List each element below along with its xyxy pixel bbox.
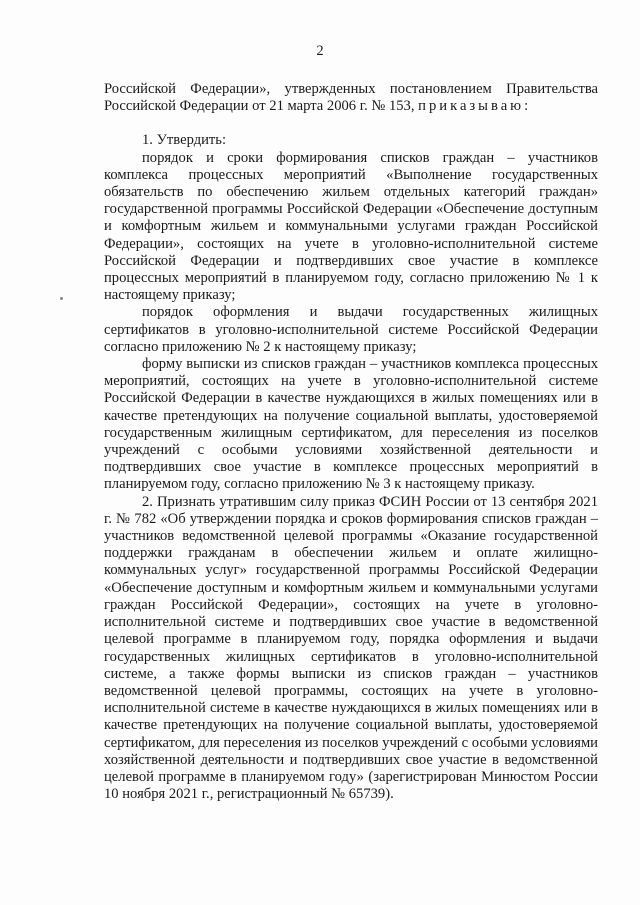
page-number: 2 [316,43,324,59]
item1-paragraph-3: форму выписки из списков граждан – участников комплекса процессных мероприятий, состоящих на учете в уголовно-исполнительной системе Российской Федерации в качестве нуждающихся в жилых помещениях или в качестве претендующих на получение социальной выплаты, удостоверяемой государственным жилищным сертификатом, для переселения из поселков учреждений с особыми условиями хозяйственной деятельности и подтвердивших свое участие в комплексе процессных мероприятий в планируемом году, согласно приложению № 3 к настоящему приказу. [104,356,598,493]
document-body [104,81,598,803]
order-word: приказываю: [418,98,532,115]
item1-paragraph-1: порядок и сроки формирования списков граждан – участников комплекса процессных мероприятий «Выполнение государственных обязательств по обеспечению жильем отдельных категорий граждан» государственной программы Российской Федерации «Обеспечение доступным и комфортным жильем и коммунальными услугами граждан Российской Федерации», состоящих на учете в уголовно-исполнительной системе Российской Федерации и подтвердивших свое участие в комплексе процессных мероприятий в планируемом году, согласно приложению № 1 к настоящему приказу; [104,149,598,304]
item1-paragraph-2: порядок оформления и выдачи государственных жилищных сертификатов в уголовно-исполнительной системе Российской Федерации согласно приложению № 2 к настоящему приказу; [104,304,598,355]
item1-heading: 1. Утвердить: [142,132,227,149]
item2-paragraph: 2. Признать утратившим силу приказ ФСИН России от 13 сентября 2021 г. № 782 «Об утверждении порядка и сроков формирования списков граждан – участников ведомственной целевой программы «Оказание государственной поддержки гражданам в обеспечении жильем и оплате жилищно-коммунальных услуг» государственной программы Российской Федерации «Обеспечение доступным и комфортным жильем и коммунальными услугами граждан Российской Федерации», состоящих на учете в уголовно-исполнительной системе и подтвердивших свое участие в ведомственной целевой программе в планируемом году, порядка оформления и выдачи государственных жилищных сертификатов в уголовно-исполнительной системе, а также формы выписки из списков граждан – участников ведомственной целевой программы, состоящих на учете в уголовно-исполнительной системе в качестве нуждающихся в жилых помещениях или в качестве претендующих на получение социальной выплаты, удостоверяемой сертификатом, для переселения из поселков учреждений с особыми условиями хозяйственной деятельности и подтвердивших свое участие в ведомственной целевой программе в планируемом году» (зарегистрирован Минюстом России 10 ноября 2021 г., регистрационный № 65739). [104,493,598,803]
intro-paragraph [104,81,598,115]
scan-margin-dot [60,297,63,300]
intro-text: Российской Федерации», утвержденных постановлением Правительства Российской Федерации от 21 марта 2006 г. № 153, [104,81,598,115]
